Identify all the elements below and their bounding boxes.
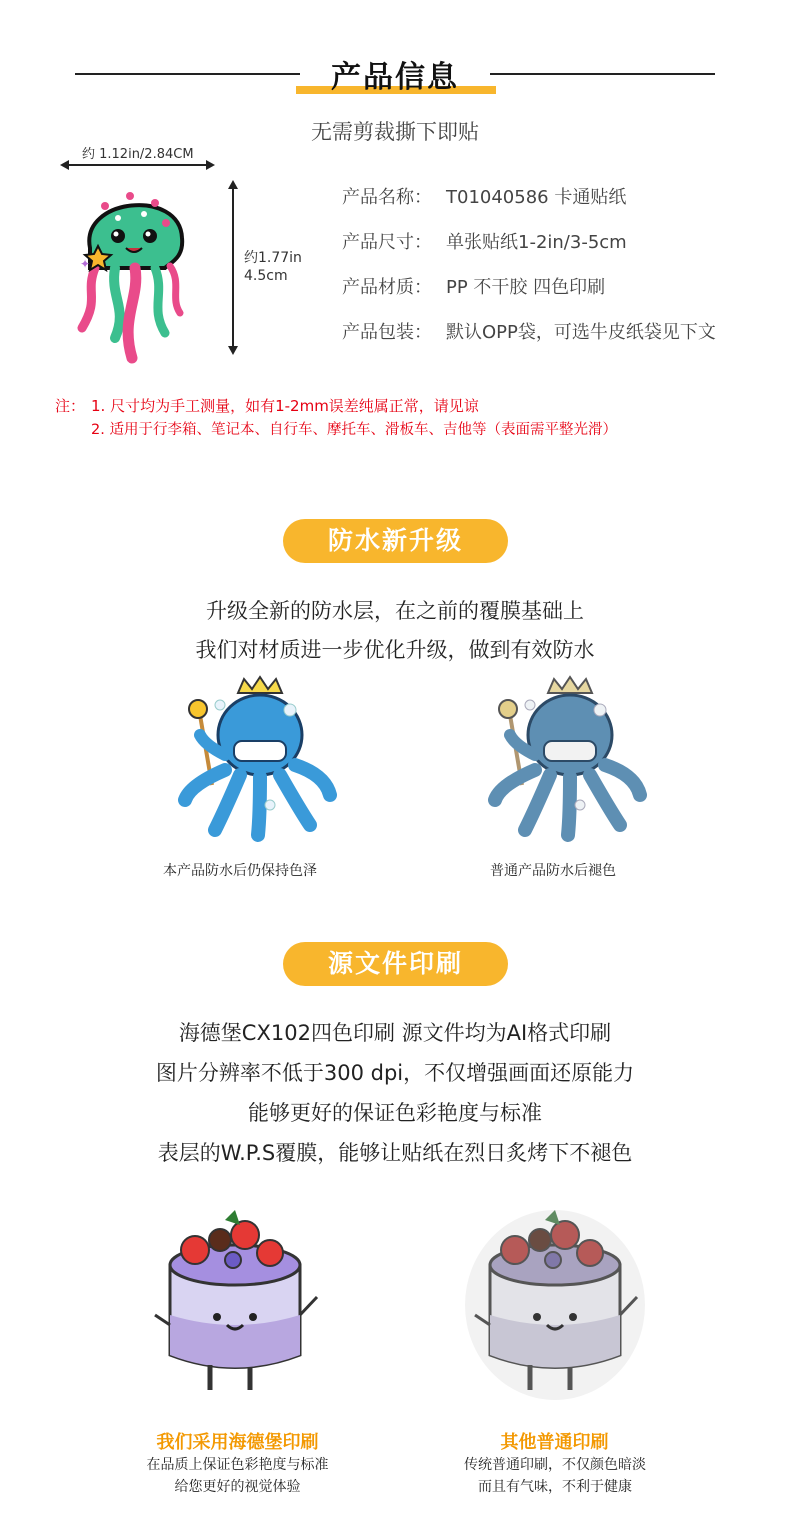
jellyfish-sticker-icon <box>70 178 195 368</box>
height-arrow-icon <box>226 180 240 355</box>
normal-print-title: 其他普通印刷 <box>500 1432 609 1453</box>
width-arrow-icon <box>60 158 215 172</box>
spec-row-name <box>342 183 626 209</box>
spec-value: 默认OPP袋，可选牛皮纸袋见下文 <box>446 322 716 343</box>
heidelberg-print-desc-1: 在品质上保证色彩艳度与标准 <box>146 1457 329 1473</box>
width-dimension-label: 约 1.12in/2.84CM <box>82 147 194 162</box>
height-dimension-label-cm: 4.5cm <box>244 268 288 284</box>
note-prefix: 注： <box>55 397 86 415</box>
normal-print-desc-1: 传统普通印刷，不仅颜色暗淡 <box>464 1457 646 1473</box>
octopus-faded-icon <box>480 675 650 845</box>
header-line-right <box>490 73 715 75</box>
height-dimension-label-in: 约1.77in <box>244 250 302 266</box>
spec-value: T01040586 卡通贴纸 <box>446 187 627 208</box>
spec-value: 单张贴纸1-2in/3-5cm <box>446 232 627 253</box>
cake-vivid-icon <box>145 1205 330 1400</box>
spec-key: 产品材质： <box>342 277 432 298</box>
cake-faded-icon <box>460 1205 650 1400</box>
printing-line-4: 表层的W.P.S覆膜，能够让贴纸在烈日炙烤下不褪色 <box>157 1141 633 1165</box>
note-line-1: 1. 尺寸均为手工测量，如有1-2mm误差纯属正常，请见谅 <box>91 397 479 415</box>
printing-line-2: 图片分辨率不低于300 dpi，不仅增强画面还原能力 <box>155 1061 635 1085</box>
spec-value: PP 不干胶 四色印刷 <box>446 277 606 298</box>
printing-line-3: 能够更好的保证色彩艳度与标准 <box>248 1101 542 1125</box>
waterproof-line-2: 我们对材质进一步优化升级，做到有效防水 <box>195 638 595 662</box>
section-title-product-info: 产品信息 <box>331 60 459 95</box>
spec-key: 产品尺寸： <box>342 232 432 253</box>
spec-row-material <box>342 273 605 299</box>
heidelberg-print-title: 我们采用海德堡印刷 <box>156 1432 319 1453</box>
spec-key: 产品包装： <box>342 322 432 343</box>
spec-row-size <box>342 228 627 254</box>
heidelberg-print-desc-2: 给您更好的视觉体验 <box>174 1479 301 1495</box>
printing-line-1: 海德堡CX102四色印刷 源文件均为AI格式印刷 <box>178 1021 612 1045</box>
product-subtitle: 无需剪裁撕下即贴 <box>311 120 479 144</box>
badge-waterproof: 防水新升级 <box>283 519 508 563</box>
normal-print-desc-2: 而且有气味，不利于健康 <box>478 1479 632 1495</box>
spec-key: 产品名称： <box>342 187 432 208</box>
spec-row-packaging <box>342 318 716 344</box>
svg-text:✦: ✦ <box>80 257 91 271</box>
note-line-2: 2. 适用于行李箱、笔记本、自行车、摩托车、滑板车、吉他等（表面需平整光滑） <box>91 422 617 438</box>
octopus-vivid-icon <box>170 675 340 845</box>
caption-waterproof-normal: 普通产品防水后褪色 <box>490 863 616 879</box>
header-line-left <box>75 73 300 75</box>
badge-source-printing: 源文件印刷 <box>283 942 508 986</box>
caption-waterproof-ours: 本产品防水后仍保持色泽 <box>163 863 317 879</box>
waterproof-line-1: 升级全新的防水层，在之前的覆膜基础上 <box>206 599 584 623</box>
